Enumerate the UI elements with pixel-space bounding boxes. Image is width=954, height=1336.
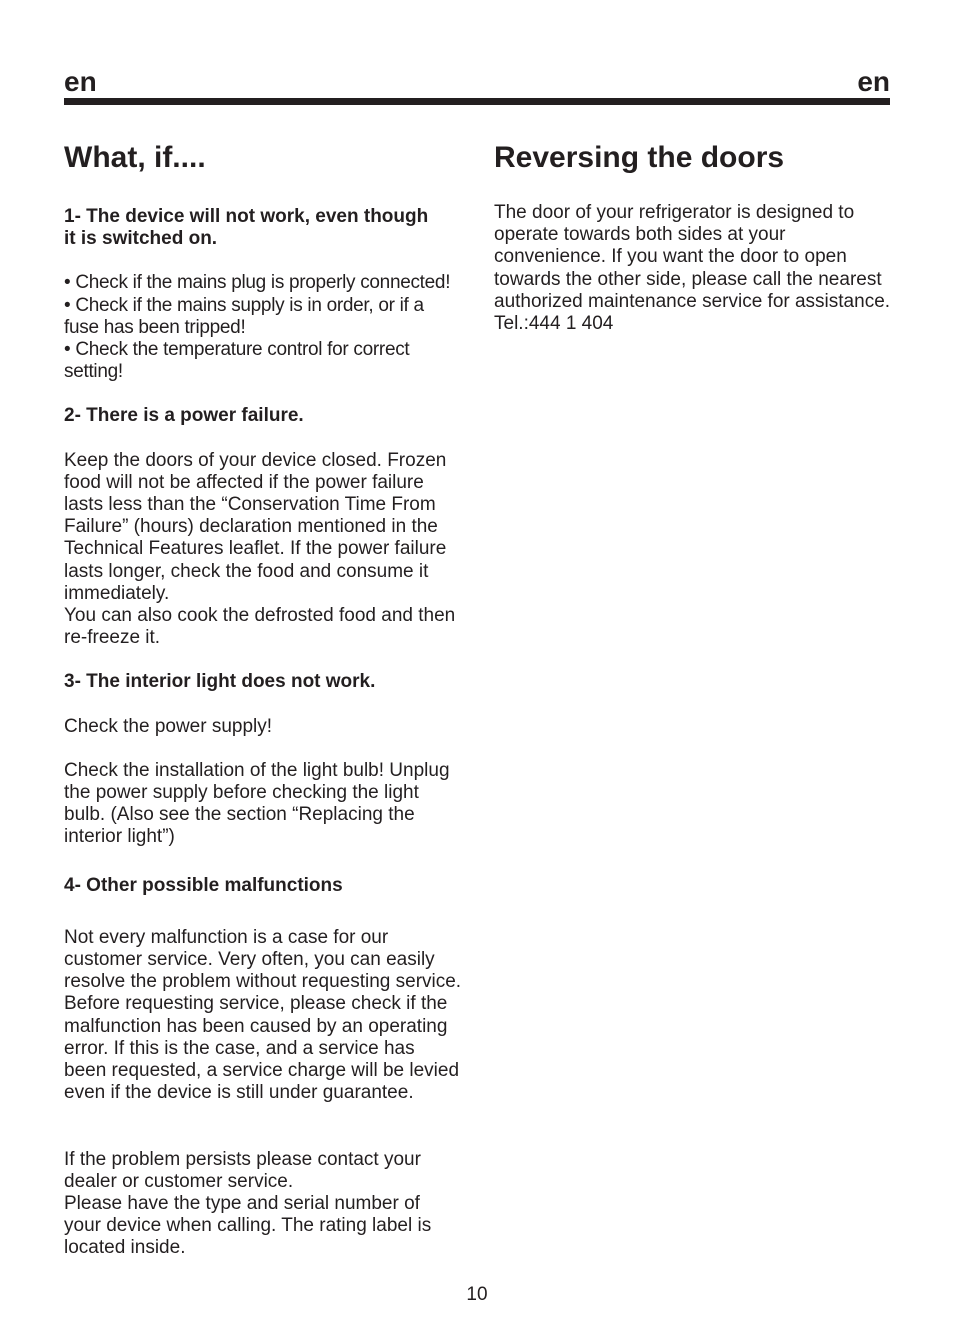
left-column (64, 140, 464, 1260)
reversing-doors-title: Reversing the doors (494, 141, 785, 174)
what-if-title: What, if.... (64, 141, 206, 174)
header-rule (64, 98, 890, 105)
section-3-heading: 3- The interior light does not work. (64, 671, 376, 693)
section-4-body: Not every malfunction is a case for our customer service. Very often, you can easily resolve the problem without requesting service. Before requesting service, please check if the malfunction has been caused by an operating error. If this is the case, and a service has been requested, a service charge will be levied even if the device is still under guarantee. (64, 926, 462, 1104)
section-4-contact: If the problem persists please contact your dealer or customer service. Please have the type and serial number of your device when calling. The rating label is located inside. (64, 1148, 432, 1259)
section-3-body-bulb: Check the installation of the light bulb! Unplug the power supply before checking the light bulb. (Also see the section “Replacing the interior light”) (64, 759, 450, 848)
section-1-bullets: • Check if the mains plug is properly connected! • Check if the mains supply is in order, or if a fuse has been tripped! • Check the temperature control for correct setting! (64, 272, 451, 383)
reversing-doors-body: The door of your refrigerator is designed to operate towards both sides at your convenience. If you want the door to open towards the other side, please call the nearest authorized maintenance service for assistance. Tel.:444 1 404 (494, 202, 891, 335)
page-number: 10 (466, 1284, 488, 1305)
section-1-heading: 1- The device will not work, even though it is switched on. (64, 206, 429, 250)
header-language-right: en (857, 66, 890, 97)
section-2-heading: 2- There is a power failure. (64, 405, 304, 427)
section-2-body: Keep the doors of your device closed. Frozen food will not be affected if the power failure lasts less than the “Conservation Time From Failure” (hours) declaration mentioned in the Technical Features leaflet. If the power failure lasts longer, check the food and consume it immediately. You can also cook the defrosted food and then re-freeze it. (64, 449, 456, 649)
header-language-left: en (64, 66, 97, 97)
section-4-heading: 4- Other possible malfunctions (64, 874, 343, 896)
section-3-body-power: Check the power supply! (64, 715, 273, 737)
right-column (494, 140, 894, 335)
